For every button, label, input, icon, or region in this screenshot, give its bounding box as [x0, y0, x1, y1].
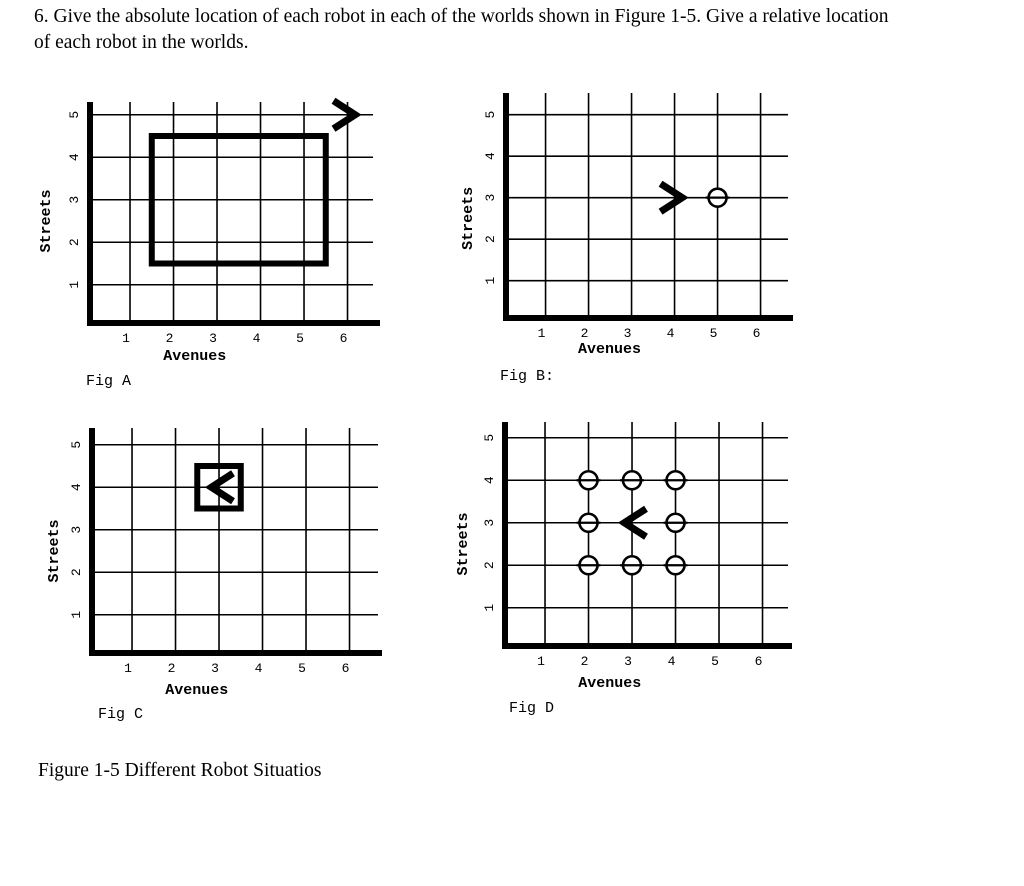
beeper: [620, 556, 644, 574]
fig-b-label: Fig B:: [500, 368, 555, 385]
beeper: [577, 471, 601, 489]
avenue-tick-label-4: 4: [252, 331, 261, 346]
avenue-tick-label-1: 1: [537, 654, 545, 669]
avenue-tick-label-4: 4: [254, 661, 263, 676]
avenue-tick-label-2: 2: [167, 661, 176, 676]
street-tick-label-1: 1: [69, 610, 84, 619]
avenue-tick-label-4: 4: [667, 654, 676, 669]
street-tick-label-3: 3: [69, 525, 84, 534]
street-tick-label-2: 2: [67, 238, 82, 247]
street-tick-label-4: 4: [483, 152, 498, 161]
avenue-tick-label-5: 5: [711, 654, 719, 669]
beeper: [664, 471, 688, 489]
avenue-tick-label-2: 2: [580, 326, 589, 341]
fig-d-label: Fig D: [509, 700, 555, 717]
beeper: [664, 556, 688, 574]
avenue-tick-label-6: 6: [752, 326, 761, 341]
question-text: [34, 4, 1004, 56]
street-tick-label-4: 4: [482, 476, 497, 485]
avenue-tick-label-1: 1: [122, 331, 130, 346]
street-tick-label-5: 5: [482, 433, 497, 442]
x-axis-title: Avenues: [578, 675, 642, 692]
question-line-1: 6. Give the absolute location of each robot in each of the worlds shown in Figure 1-5. Give a relative location: [34, 6, 889, 27]
street-tick-label-1: 1: [67, 280, 82, 289]
world-figure-c: [40, 428, 390, 698]
avenue-tick-label-3: 3: [209, 331, 217, 346]
avenue-tick-label-3: 3: [624, 654, 632, 669]
street-tick-label-2: 2: [483, 235, 498, 244]
y-axis-title: Streets: [38, 189, 55, 253]
street-tick-label-3: 3: [482, 518, 497, 527]
street-tick-label-2: 2: [482, 561, 497, 570]
street-tick-label-3: 3: [67, 195, 82, 204]
street-tick-label-5: 5: [483, 110, 498, 119]
avenue-tick-label-2: 2: [580, 654, 589, 669]
world-figure-a: [38, 100, 388, 365]
world-figure-b: [460, 95, 800, 358]
avenue-tick-label-6: 6: [339, 331, 348, 346]
avenue-tick-label-2: 2: [165, 331, 174, 346]
y-axis-title: Streets: [455, 512, 472, 576]
y-axis-title: Streets: [46, 519, 63, 583]
fig-a-label: Fig A: [86, 373, 132, 390]
street-tick-label-2: 2: [69, 568, 84, 577]
x-axis-title: Avenues: [165, 682, 229, 699]
avenue-tick-label-6: 6: [754, 654, 763, 669]
avenue-tick-label-5: 5: [296, 331, 304, 346]
street-tick-label-1: 1: [483, 276, 498, 285]
avenue-tick-label-6: 6: [341, 661, 350, 676]
avenue-tick-label-1: 1: [124, 661, 132, 676]
street-tick-label-4: 4: [69, 483, 84, 492]
fig-c-label: Fig C: [98, 706, 144, 723]
street-tick-label-5: 5: [67, 110, 82, 119]
avenue-tick-label-3: 3: [623, 326, 632, 341]
figure-caption: Figure 1-5 Different Robot Situatios: [38, 760, 322, 781]
avenue-tick-label-5: 5: [709, 326, 718, 341]
world-figure-d: [455, 420, 800, 695]
x-axis-title: Avenues: [163, 348, 227, 365]
street-tick-label-3: 3: [483, 193, 498, 202]
street-tick-label-1: 1: [482, 603, 497, 612]
x-axis-title: Avenues: [577, 341, 642, 358]
avenue-tick-label-3: 3: [211, 661, 219, 676]
question-line-2: of each robot in the worlds.: [34, 32, 249, 53]
avenue-tick-label-4: 4: [666, 326, 675, 341]
y-axis-title: Streets: [460, 186, 477, 250]
beeper: [620, 471, 644, 489]
beeper: [577, 514, 601, 532]
street-tick-label-5: 5: [69, 440, 84, 449]
beeper: [706, 189, 730, 207]
beeper: [664, 514, 688, 532]
avenue-tick-label-1: 1: [537, 326, 546, 341]
street-tick-label-4: 4: [67, 153, 82, 162]
beeper: [577, 556, 601, 574]
avenue-tick-label-5: 5: [298, 661, 306, 676]
